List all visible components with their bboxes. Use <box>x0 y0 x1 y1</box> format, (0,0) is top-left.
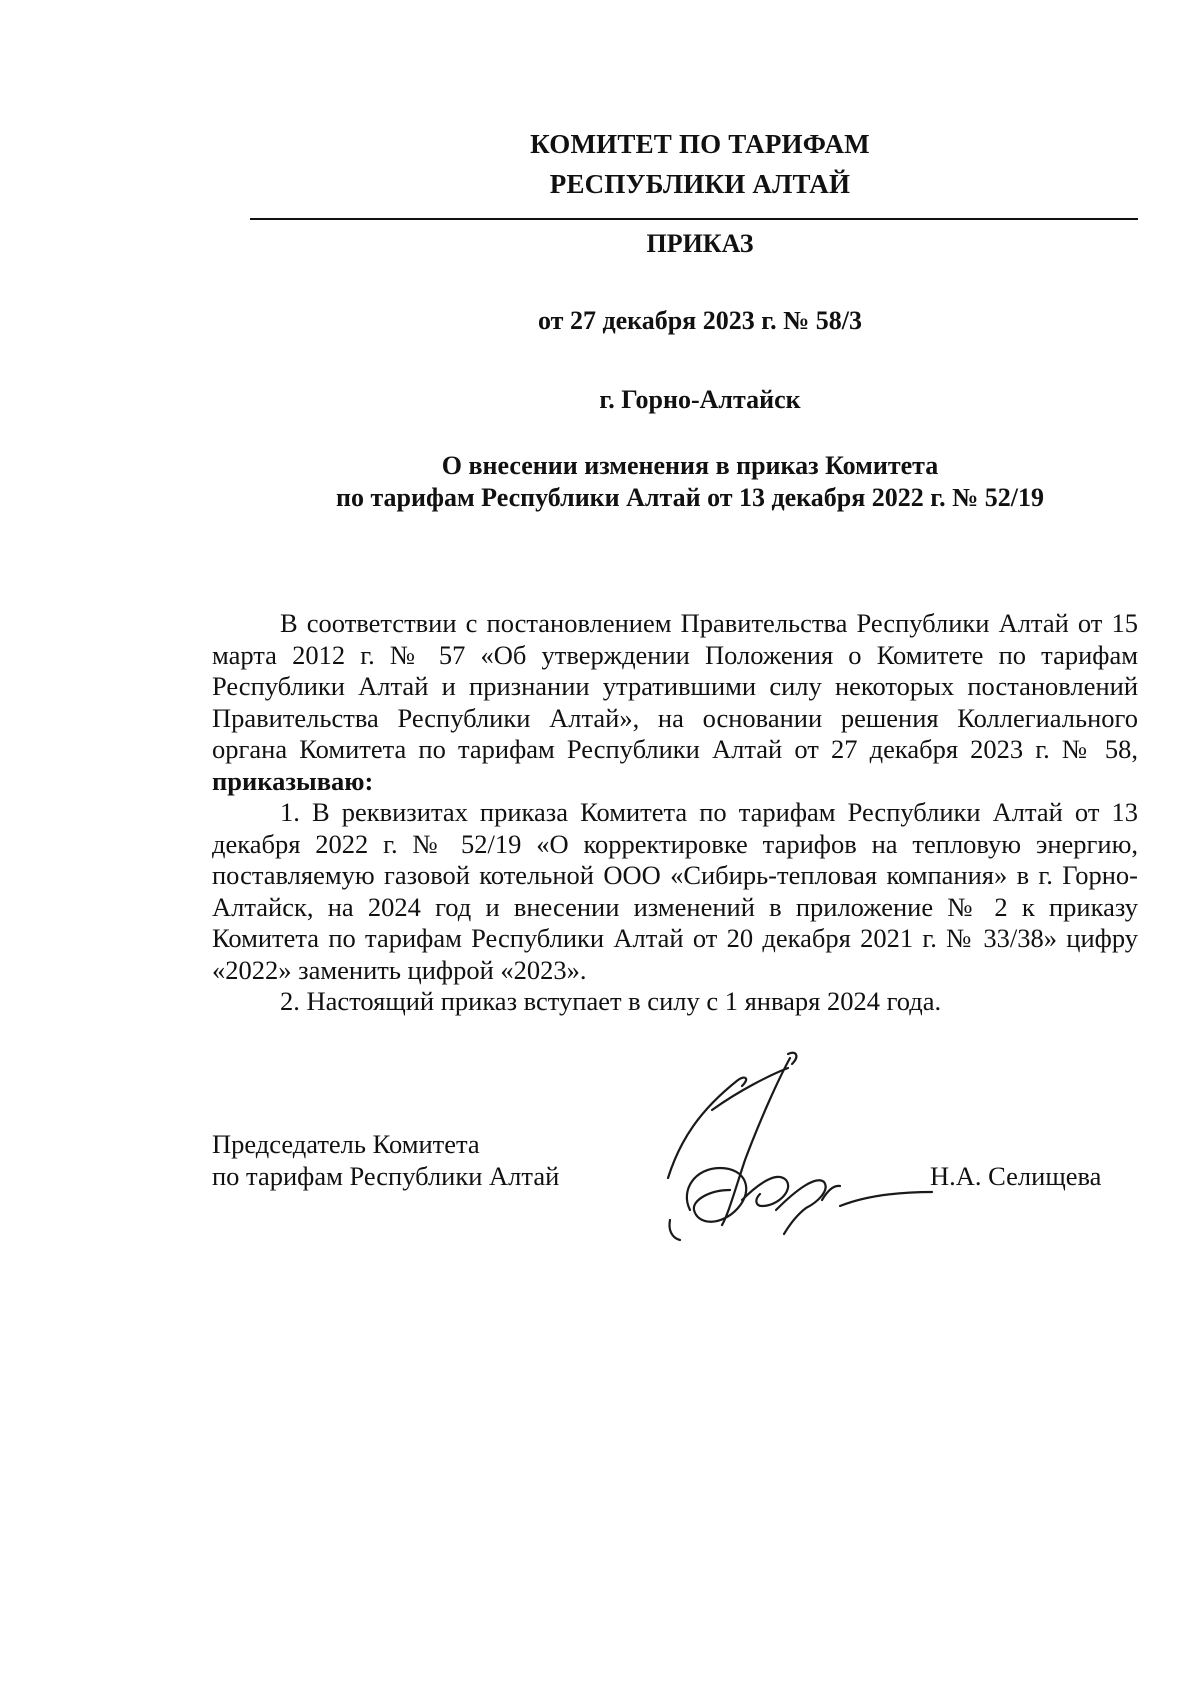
preamble-paragraph <box>212 608 1138 797</box>
document-type: ПРИКАЗ <box>646 229 754 258</box>
document-title-line-1: О внесении изменения в приказ Комитета <box>441 451 939 480</box>
order-word: приказываю: <box>212 765 374 796</box>
signer-position <box>212 1128 632 1192</box>
document-title-line-2: по тарифам Республики Алтай от 13 декабря 2022 г. № 52/19 <box>335 483 1045 512</box>
document-date-number: от 27 декабря 2023 г. № 58/3 <box>538 306 862 335</box>
order-item-1: 1. В реквизитах приказа Комитета по тарифам Республики Алтай от 13 декабря 2022 г. № 52/19 «О корректировке тарифов на тепловую энергию, поставляемую газовой котельной ООО «Сибирь-тепловая компания» в г. Горно-Алтайск, на 2024 год и внесении изменений в приложение № 2 к приказу Комитета по тарифам Республики Алтай от 20 декабря 2021 г. № 33/38» цифру «2022» заменить цифрой «2023». <box>212 797 1138 985</box>
header-divider <box>250 218 1138 220</box>
document-city: г. Горно-Алтайск <box>599 385 801 414</box>
organization-name-line-1: КОМИТЕТ ПО ТАРИФАМ <box>530 129 870 159</box>
signer-position-line-1: Председатель Комитета <box>212 1129 480 1159</box>
organization-name-line-2: РЕСПУБЛИКИ АЛТАЙ <box>549 169 851 199</box>
handwritten-signature <box>650 1050 950 1250</box>
signer-name: Н.А. Селищева <box>930 1161 1102 1191</box>
order-item-2: 2. Настоящий приказ вступает в силу с 1 января 2024 года. <box>280 986 942 1016</box>
preamble-text: В соответствии с постановлением Правительства Республики Алтай от 15 марта 2012 г. № 57 «Об утверждении Положения о Комитете по тарифам Республики Алтай и признании утратившими силу некоторых постановлений Правительства Республики Алтай», на основании решения Коллегиального органа Комитета по тарифам Республики Алтай от 27 декабря 2023 г. № 58, <box>212 608 1138 764</box>
document-body <box>212 608 1138 1018</box>
signer-position-line-2: по тарифам Республики Алтай <box>212 1161 560 1191</box>
